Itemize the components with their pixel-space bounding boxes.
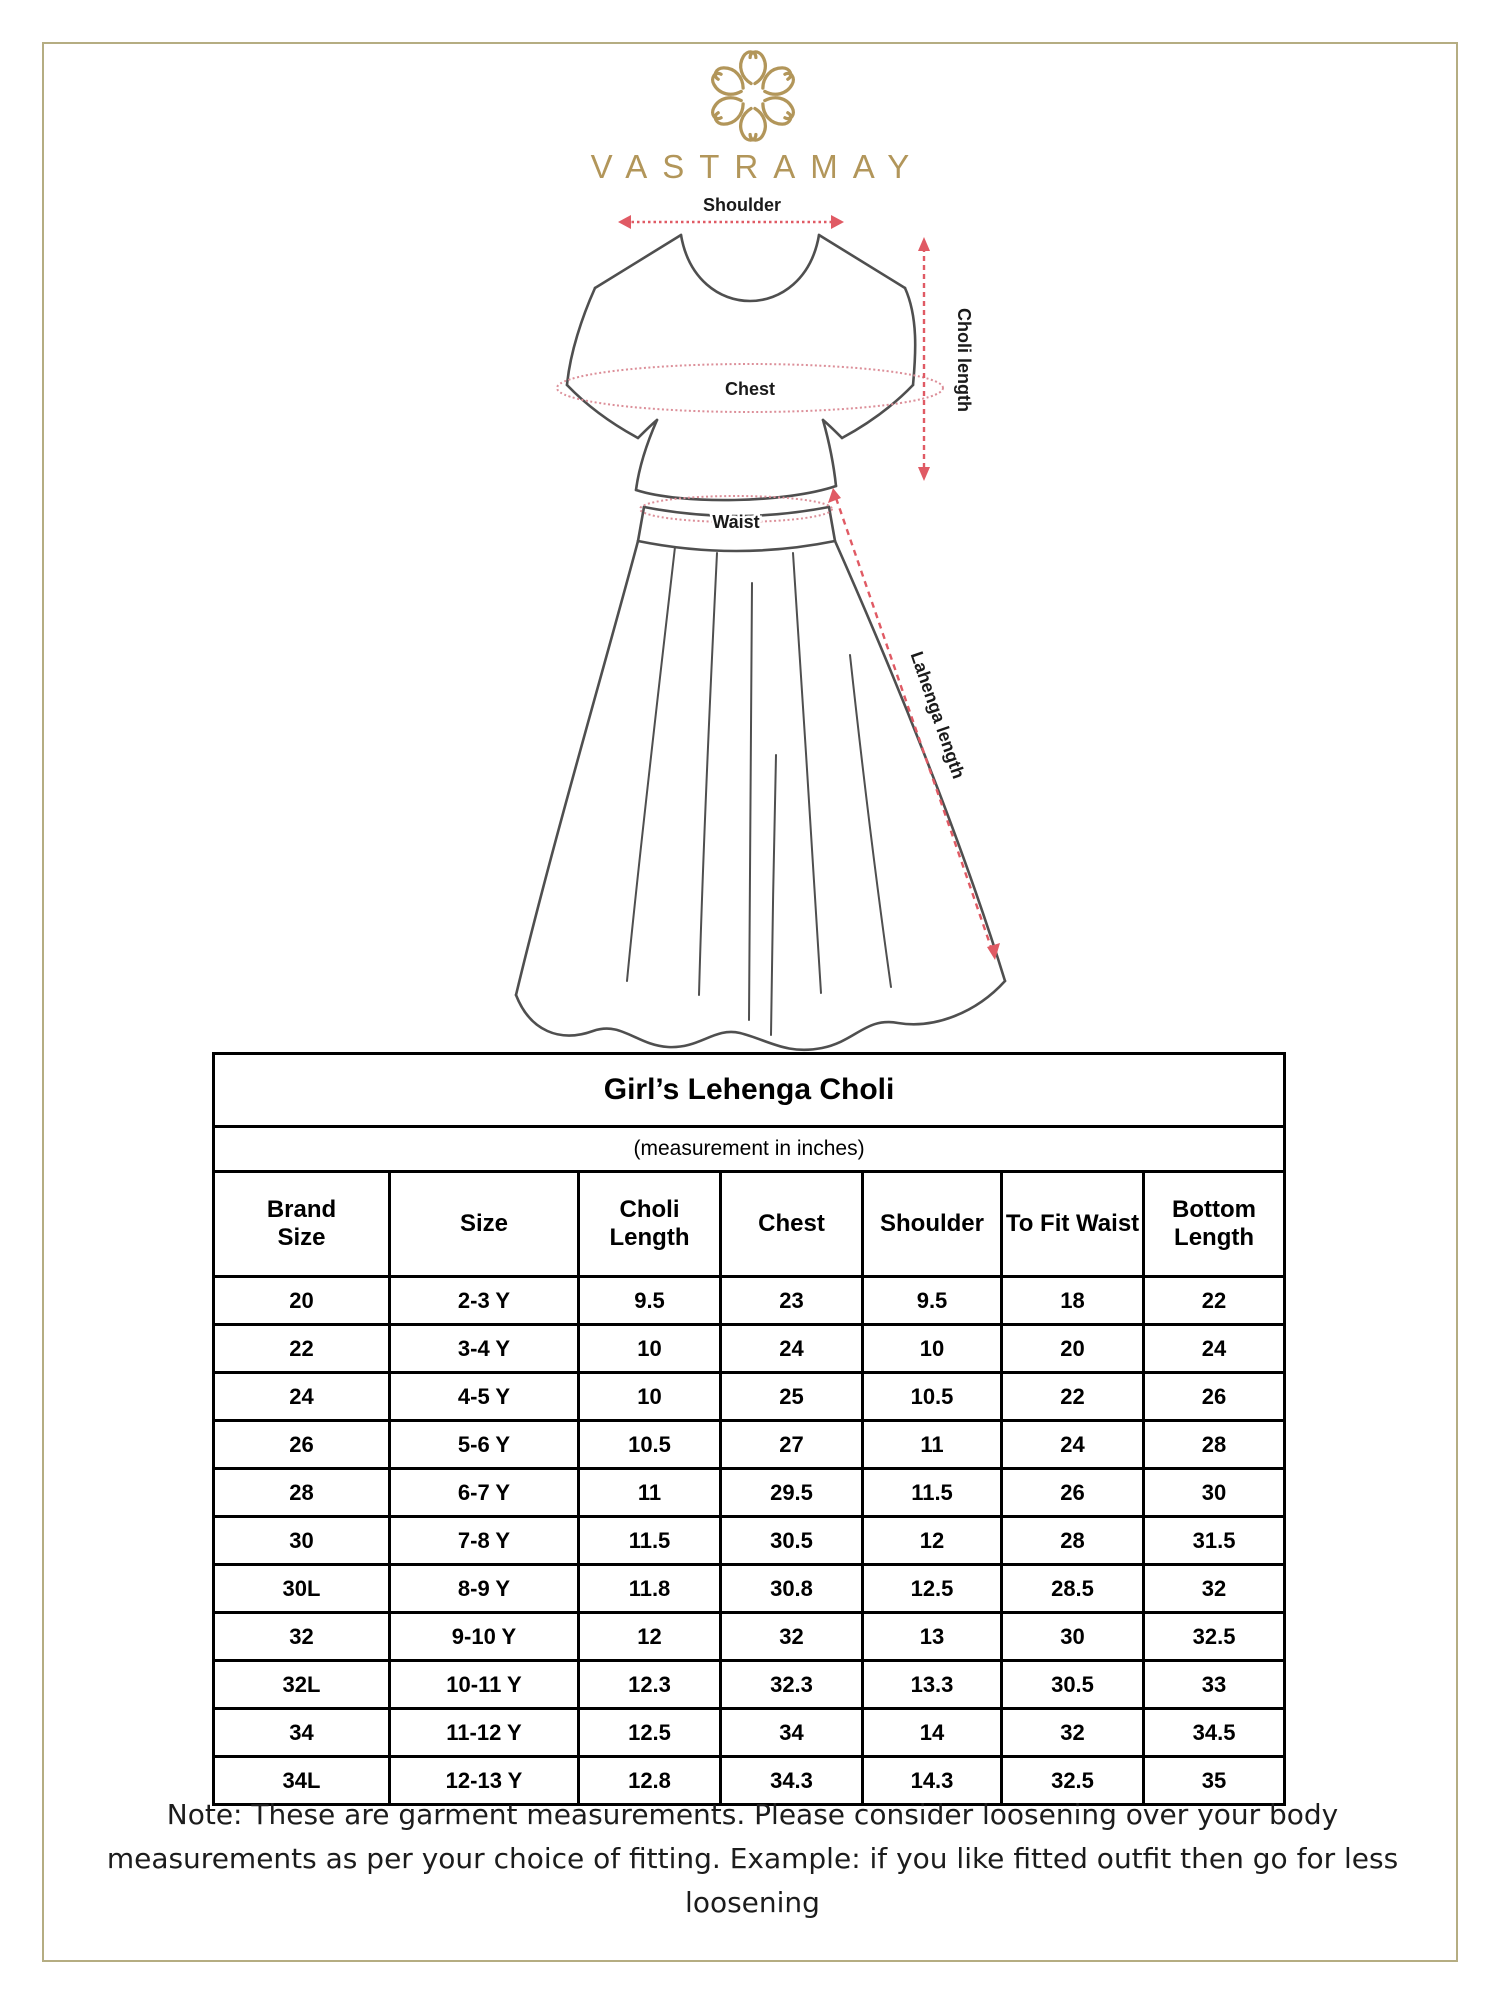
table-row xyxy=(214,1565,1285,1613)
size-table-header-row xyxy=(214,1172,1285,1277)
table-cell: 14.3 xyxy=(863,1757,1002,1805)
choli-outline xyxy=(567,235,915,500)
shoulder-label: Shoulder xyxy=(702,195,782,215)
table-cell: 28 xyxy=(1144,1421,1285,1469)
table-row xyxy=(214,1373,1285,1421)
table-cell: 24 xyxy=(1144,1325,1285,1373)
table-cell: 2-3 Y xyxy=(390,1277,579,1325)
table-cell: 30.5 xyxy=(1002,1661,1144,1709)
table-cell: 34.5 xyxy=(1144,1709,1285,1757)
table-cell: 12.5 xyxy=(579,1709,721,1757)
table-cell: 30 xyxy=(1144,1469,1285,1517)
table-cell: 13.3 xyxy=(863,1661,1002,1709)
table-cell: 9.5 xyxy=(579,1277,721,1325)
brand-logo-icon xyxy=(694,44,812,148)
table-cell: 3-4 Y xyxy=(390,1325,579,1373)
table-cell: 32L xyxy=(214,1661,390,1709)
size-chart xyxy=(212,1052,1283,1806)
table-subtitle: (measurement in inches) xyxy=(214,1127,1285,1172)
table-cell: 7-8 Y xyxy=(390,1517,579,1565)
table-cell: 32.5 xyxy=(1144,1613,1285,1661)
table-cell: 10 xyxy=(863,1325,1002,1373)
table-cell: 27 xyxy=(721,1421,863,1469)
table-cell: 30.8 xyxy=(721,1565,863,1613)
lehenga-outline xyxy=(516,507,1005,1050)
table-cell: 28 xyxy=(1002,1517,1144,1565)
table-cell: 32.3 xyxy=(721,1661,863,1709)
table-cell: 28 xyxy=(214,1469,390,1517)
column-header: Choli Length xyxy=(579,1172,721,1277)
table-title: Girl’s Lehenga Choli xyxy=(214,1054,1285,1127)
table-row xyxy=(214,1325,1285,1373)
size-table xyxy=(212,1052,1286,1806)
table-cell: 10.5 xyxy=(863,1373,1002,1421)
column-header: To Fit Waist xyxy=(1002,1172,1144,1277)
column-header: Shoulder xyxy=(863,1172,1002,1277)
table-cell: 34 xyxy=(214,1709,390,1757)
table-cell: 22 xyxy=(214,1325,390,1373)
table-cell: 31.5 xyxy=(1144,1517,1285,1565)
table-row xyxy=(214,1661,1285,1709)
table-subtitle-row xyxy=(214,1127,1285,1172)
table-cell: 35 xyxy=(1144,1757,1285,1805)
table-cell: 6-7 Y xyxy=(390,1469,579,1517)
table-cell: 12 xyxy=(579,1613,721,1661)
table-cell: 26 xyxy=(214,1421,390,1469)
table-row xyxy=(214,1421,1285,1469)
table-cell: 22 xyxy=(1144,1277,1285,1325)
chest-label: Chest xyxy=(724,379,776,399)
table-cell: 24 xyxy=(1002,1421,1144,1469)
table-cell: 12 xyxy=(863,1517,1002,1565)
table-cell: 13 xyxy=(863,1613,1002,1661)
waist-label: Waist xyxy=(712,512,760,532)
table-cell: 11.8 xyxy=(579,1565,721,1613)
table-cell: 10 xyxy=(579,1373,721,1421)
table-cell: 11.5 xyxy=(579,1517,721,1565)
table-cell: 32 xyxy=(1002,1709,1144,1757)
table-cell: 29.5 xyxy=(721,1469,863,1517)
table-cell: 8-9 Y xyxy=(390,1565,579,1613)
table-cell: 33 xyxy=(1144,1661,1285,1709)
table-cell: 12.3 xyxy=(579,1661,721,1709)
table-cell: 34L xyxy=(214,1757,390,1805)
column-header: Bottom Length xyxy=(1144,1172,1285,1277)
choli-length-arrow xyxy=(918,237,930,481)
column-header: Brand Size xyxy=(214,1172,390,1277)
table-cell: 34 xyxy=(721,1709,863,1757)
table-cell: 11 xyxy=(863,1421,1002,1469)
garment-diagram xyxy=(430,195,1090,1070)
table-cell: 12.5 xyxy=(863,1565,1002,1613)
table-row xyxy=(214,1709,1285,1757)
table-title-row xyxy=(214,1054,1285,1127)
table-cell: 10 xyxy=(579,1325,721,1373)
table-row xyxy=(214,1517,1285,1565)
table-cell: 12.8 xyxy=(579,1757,721,1805)
table-cell: 22 xyxy=(1002,1373,1144,1421)
table-cell: 18 xyxy=(1002,1277,1144,1325)
table-cell: 5-6 Y xyxy=(390,1421,579,1469)
column-header: Chest xyxy=(721,1172,863,1277)
table-cell: 9.5 xyxy=(863,1277,1002,1325)
table-cell: 10.5 xyxy=(579,1421,721,1469)
table-cell: 4-5 Y xyxy=(390,1373,579,1421)
table-cell: 26 xyxy=(1002,1469,1144,1517)
table-cell: 30 xyxy=(214,1517,390,1565)
size-table-body xyxy=(214,1277,1285,1805)
table-cell: 32 xyxy=(721,1613,863,1661)
table-cell: 30L xyxy=(214,1565,390,1613)
table-cell: 11.5 xyxy=(863,1469,1002,1517)
table-cell: 25 xyxy=(721,1373,863,1421)
table-cell: 28.5 xyxy=(1002,1565,1144,1613)
table-cell: 34.3 xyxy=(721,1757,863,1805)
table-cell: 30.5 xyxy=(721,1517,863,1565)
table-cell: 32 xyxy=(1144,1565,1285,1613)
shoulder-arrow xyxy=(618,215,844,229)
table-cell: 11 xyxy=(579,1469,721,1517)
measurement-note: Note: These are garment measurements. Please consider loosening over your body measurements as per your choice of fitting. Example: if you like fitted outfit then go for less loosening xyxy=(106,1798,1399,1920)
column-header: Size xyxy=(390,1172,579,1277)
table-cell: 23 xyxy=(721,1277,863,1325)
choli-length-label: Choli length xyxy=(954,308,974,412)
table-cell: 20 xyxy=(1002,1325,1144,1373)
lehenga-length-label: Lahenga length xyxy=(906,648,969,782)
table-cell: 11-12 Y xyxy=(390,1709,579,1757)
table-cell: 24 xyxy=(721,1325,863,1373)
table-cell: 24 xyxy=(214,1373,390,1421)
table-cell: 12-13 Y xyxy=(390,1757,579,1805)
table-row xyxy=(214,1613,1285,1661)
table-row xyxy=(214,1469,1285,1517)
table-cell: 20 xyxy=(214,1277,390,1325)
table-cell: 30 xyxy=(1002,1613,1144,1661)
table-row xyxy=(214,1277,1285,1325)
table-cell: 14 xyxy=(863,1709,1002,1757)
table-cell: 32 xyxy=(214,1613,390,1661)
brand-wordmark: VASTRAMAY xyxy=(590,148,925,185)
logo-arm xyxy=(741,52,766,84)
table-cell: 9-10 Y xyxy=(390,1613,579,1661)
table-cell: 10-11 Y xyxy=(390,1661,579,1709)
table-cell: 32.5 xyxy=(1002,1757,1144,1805)
table-cell: 26 xyxy=(1144,1373,1285,1421)
lehenga-fold-lines xyxy=(627,547,891,1035)
